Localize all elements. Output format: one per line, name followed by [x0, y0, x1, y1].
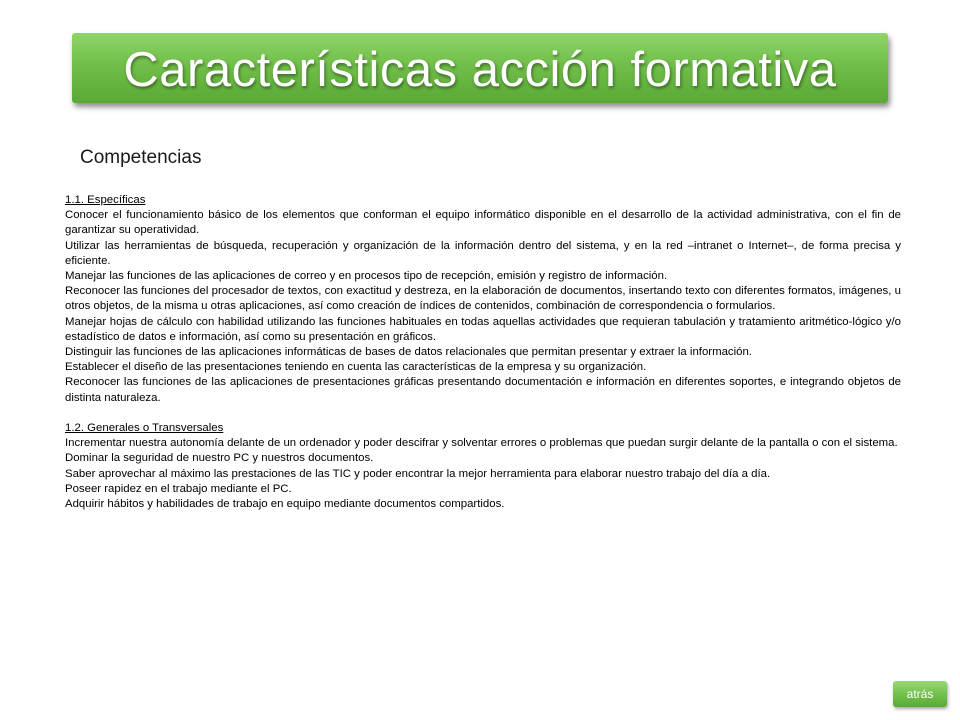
- especificas-item: Establecer el diseño de las presentaciones teniendo en cuenta las características de la empresa y su organización.: [65, 361, 647, 374]
- especificas-item: Manejar hojas de cálculo con habilidad utilizando las funciones habituales en todas aquellas actividades que requieran tabulación y tratamiento aritmético-lógico y/o estadístico de datos e información, así como su presentación en gráficos.: [65, 315, 901, 343]
- generales-item: Saber aprovechar al máximo las prestaciones de las TIC y poder encontrar la mejor herramienta para elaborar nuestro trabajo del día a día.: [65, 467, 771, 480]
- especificas-item: Reconocer las funciones del procesador de textos, con exactitud y destreza, en la elaboración de documentos, insertando texto con diferentes formatos, imágenes, u otros objetos, de la misma u otras aplicaciones, así como creación de índices de contenidos, combinación de correspondencia o formularios.: [65, 285, 901, 313]
- page-title: Características acción formativa: [123, 43, 837, 97]
- section-subtitle: Competencias: [80, 147, 202, 168]
- title-banner: [72, 33, 888, 103]
- especificas-item: Distinguir las funciones de las aplicaciones informáticas de bases de datos relacionales que permitan presentar y extraer la información.: [65, 346, 752, 359]
- generales-item: Poseer rapidez en el trabajo mediante el PC.: [65, 482, 292, 495]
- especificas-item: Utilizar las herramientas de búsqueda, recuperación y organización de la información dentro del sistema, y en la red –intranet o Internet–, de forma precisa y eficiente.: [65, 239, 901, 267]
- back-button[interactable]: atrás: [893, 681, 947, 707]
- generales-item: Incrementar nuestra autonomía delante de un ordenador y poder descifrar y solventar errores o problemas que puedan surgir delante de la pantalla o con el sistema.: [65, 437, 898, 450]
- competencias-content: [65, 193, 901, 512]
- generales-item: Adquirir hábitos y habilidades de trabajo en equipo mediante documentos compartidos.: [65, 498, 505, 511]
- generales-item: Dominar la seguridad de nuestro PC y nuestros documentos.: [65, 452, 374, 465]
- especificas-heading: 1.1. Específicas: [65, 194, 146, 206]
- section-spacer: [65, 406, 901, 421]
- generales-heading: 1.2. Generales o Transversales: [65, 422, 224, 435]
- especificas-item: Manejar las funciones de las aplicaciones de correo y en procesos tipo de recepción, emisión y registro de información.: [65, 270, 668, 283]
- especificas-item: Conocer el funcionamiento básico de los elementos que conforman el equipo informático disponible en el desarrollo de la actividad administrativa, con el fin de garantizar su operatividad.: [65, 209, 901, 237]
- especificas-item: Reconocer las funciones de las aplicaciones de presentaciones gráficas presentando documentación e información en diferentes soportes, e integrando objetos de distinta naturaleza.: [65, 376, 901, 404]
